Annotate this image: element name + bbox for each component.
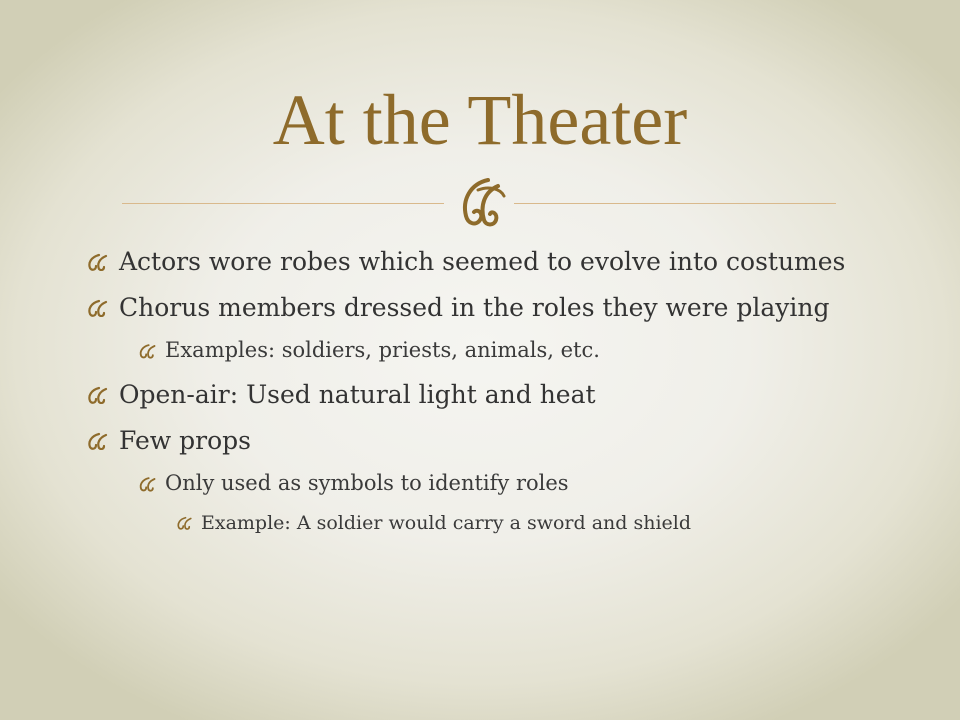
swirl-bullet-icon (137, 336, 163, 364)
slide-title: At the Theater (272, 80, 688, 160)
list-item-text: Actors wore robes which seemed to evolve into costumes (119, 247, 846, 276)
list-item-text: Example: A soldier would carry a sword and shield (201, 512, 692, 534)
swirl-bullet-icon (85, 423, 111, 458)
list-item (85, 469, 865, 497)
list-item (85, 290, 865, 325)
bullet-list (85, 244, 865, 546)
flourish-icon (448, 170, 512, 234)
list-item (85, 336, 865, 364)
list-item-text: Examples: soldiers, priests, animals, etc. (165, 338, 600, 362)
list-item (85, 244, 865, 279)
title-rule-left (122, 203, 444, 204)
list-item-text: Few props (119, 426, 251, 455)
swirl-bullet-icon (175, 510, 201, 536)
list-item-text: Open-air: Used natural light and heat (119, 380, 596, 409)
swirl-bullet-icon (85, 244, 111, 279)
swirl-bullet-icon (85, 377, 111, 412)
list-item (85, 423, 865, 458)
title-rule-right (514, 203, 836, 204)
list-item (85, 510, 865, 536)
list-item-text: Chorus members dressed in the roles they were playing (119, 293, 830, 322)
swirl-bullet-icon (137, 469, 163, 497)
list-item (85, 377, 865, 412)
swirl-bullet-icon (85, 290, 111, 325)
list-item-text: Only used as symbols to identify roles (165, 471, 569, 495)
